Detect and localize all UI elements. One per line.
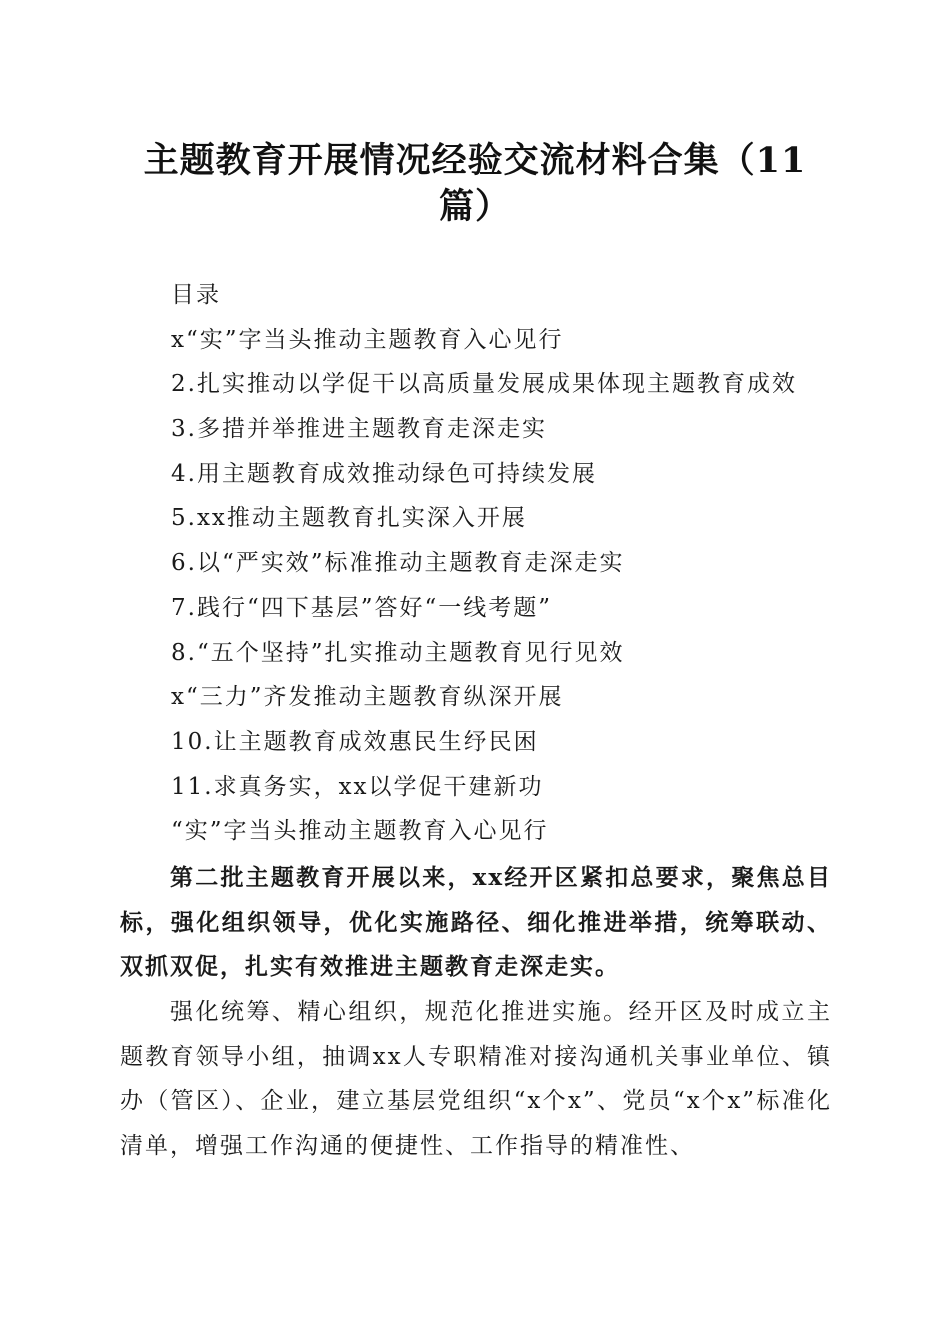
toc-item: 4.用主题教育成效推动绿色可持续发展	[171, 460, 597, 487]
toc-heading: 目录	[171, 282, 221, 308]
document-title: 主题教育开展情况经验交流材料合集（11篇）	[143, 140, 807, 227]
toc-item: 11.求真务实，xx以学促干建新功	[171, 773, 544, 800]
toc-item: 8.“五个坚持”扎实推动主题教育见行见效	[171, 639, 625, 666]
toc-item: 6.以“严实效”标准推动主题教育走深走实	[171, 550, 625, 577]
body-paragraph: 强化统筹、精心组织，规范化推进实施。经开区及时成立主题教育领导小组，抽调xx人专职精准对接沟通机关事业单位、镇办（管区）、企业，建立基层党组织“x个x”、党员“x个x”标准化清单，增强工作沟通的便捷性、工作指导的精准性、	[120, 999, 832, 1159]
toc-item: 3.多措并举推进主题教育走深走实	[171, 416, 547, 443]
toc-item: 10.让主题教育成效惠民生纾民困	[171, 728, 539, 755]
section-title: “实”字当头推动主题教育入心见行	[171, 818, 549, 844]
table-of-contents	[171, 280, 851, 816]
toc-item: 7.践行“四下基层”答好“一线考题”	[171, 594, 552, 621]
toc-item: 5.xx推动主题教育扎实深入开展	[171, 505, 527, 532]
intro-paragraph: 第二批主题教育开展以来，xx经开区紧扣总要求，聚焦总目标，强化组织领导，优化实施路径、细化推进举措，统筹联动、双抓双促，扎实有效推进主题教育走深走实。	[120, 864, 832, 980]
toc-item: 2.扎实推动以学促干以高质量发展成果体现主题教育成效	[171, 371, 797, 398]
toc-item: x“实”字当头推动主题教育入心见行	[171, 326, 564, 353]
toc-item: x“三力”齐发推动主题教育纵深开展	[171, 684, 564, 711]
